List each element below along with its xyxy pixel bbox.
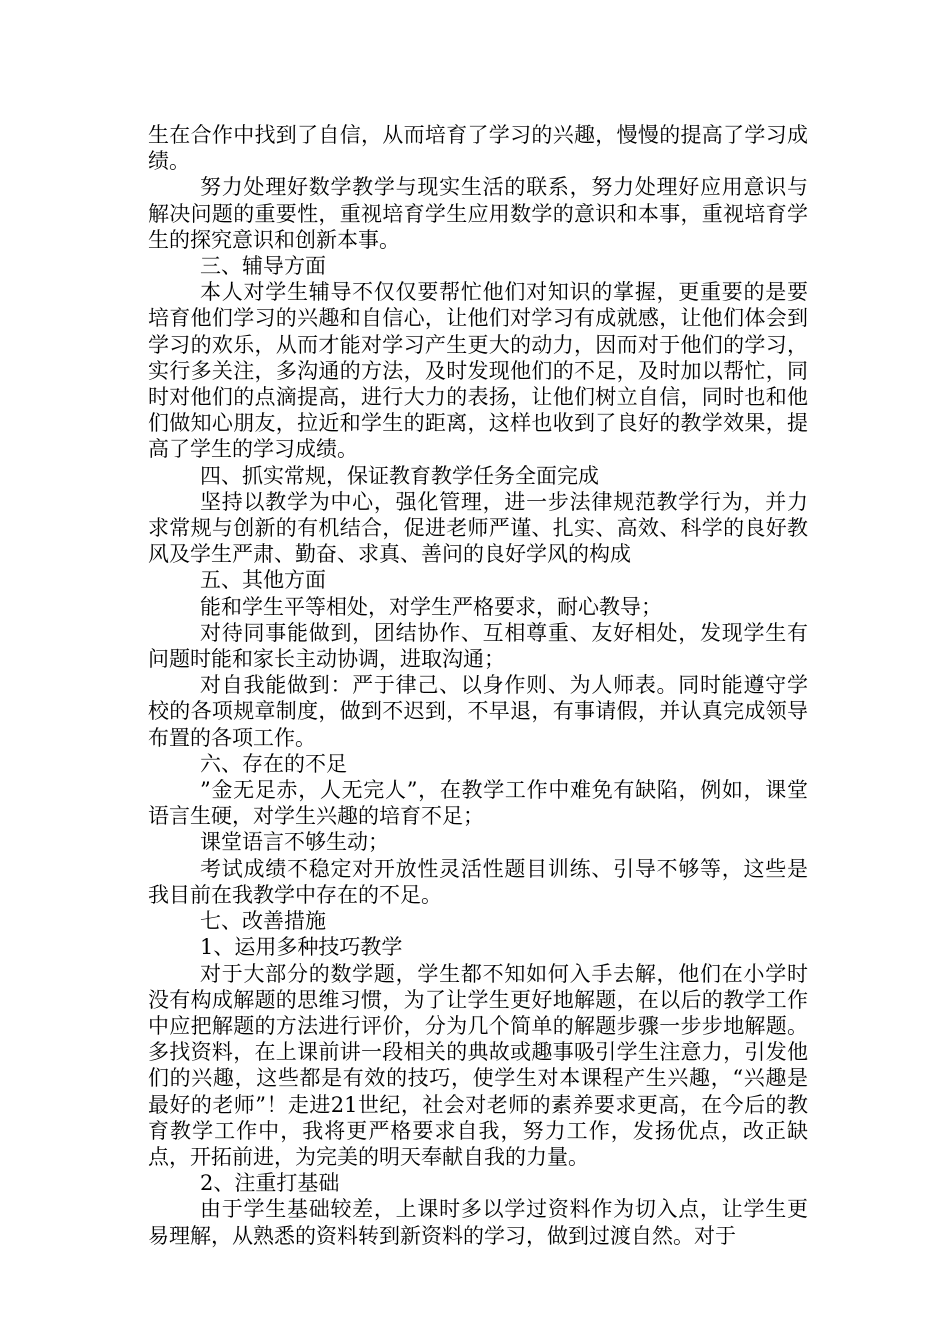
paragraph-4: 坚持以教学为中心，强化管理，进一步法律规范教学行为，并力求常规与创新的有机结合，促进老师严谨、扎实、高效、科学的良好教风及学生严肃、勤奋、求真、善问的良好学风的构成 <box>148 489 808 567</box>
section-heading-improvement: 七、改善措施 <box>200 909 326 934</box>
subheading-techniques: 1、运用多种技巧教学 <box>200 935 403 960</box>
paragraph-12: 由于学生基础较差，上课时多以学过资料作为切入点，让学生更易理解，从熟悉的资料转到新资料的学习，做到过渡自然。对于 <box>148 1197 808 1248</box>
document-page <box>148 122 808 1249</box>
paragraph-9: 课堂语言不够生动； <box>200 830 389 855</box>
paragraph-2: 努力处理好数学教学与现实生活的联系，努力处理好应用意识与解决问题的重要性，重视培育学生应用数学的意识和本事，重视培育学生的探究意识和创新本事。 <box>148 175 808 252</box>
section-heading-shortcomings: 六、存在的不足 <box>200 751 347 776</box>
paragraph-10: 考试成绩不稳定对开放性灵活性题目训练、引导不够等，这些是我目前在我教学中存在的不足。 <box>148 856 808 907</box>
paragraph-1: 生在合作中找到了自信，从而培育了学习的兴趣，慢慢的提高了学习成绩。 <box>148 123 808 174</box>
paragraph-3: 本人对学生辅导不仅仅要帮忙他们对知识的掌握，更重要的是要培育他们学习的兴趣和自信心，让他们对学习有成就感，让他们体会到学习的欢乐，从而才能对学习产生更大的动力，因而对于他们的学习，实行多关注，多沟通的方法，及时发现他们的不足，及时加以帮忙，同时对他们的点滴提高，进行大力的表扬，让他们树立自信，同时也和他们做知心朋友，拉近和学生的距离，这样也收到了良好的教学效果，提高了学生的学习成绩。 <box>148 280 808 462</box>
paragraph-5: 能和学生平等相处，对学生严格要求，耐心教导； <box>200 594 662 619</box>
paragraph-7: 对自我能做到：严于律己、以身作则、为人师表。同时能遵守学校的各项规章制度，做到不迟到，不早退，有事请假，并认真完成领导布置的各项工作。 <box>148 673 808 750</box>
section-heading-tutoring: 三、辅导方面 <box>200 254 326 279</box>
paragraph-11: 对于大部分的数学题，学生都不知如何入手去解，他们在小学时没有构成解题的思维习惯，为了让学生更好地解题，在以后的教学工作中应把解题的方法进行评价，分为几个简单的解题步骤一步步地解题。多找资料，在上课前讲一段相关的典故或趣事吸引学生注意力，引发他们的兴趣，这些都是有效的技巧，使学生对本课程产生兴趣，“兴趣是最好的老师”！走进21世纪，社会对老师的素养要求更高，在今后的教育教学工作中，我将更严格要求自我，努力工作，发扬优点，改正缺点，开拓前进，为完美的明天奉献自我的力量。 <box>148 961 808 1169</box>
subheading-foundation: 2、注重打基础 <box>200 1171 340 1196</box>
paragraph-6: 对待同事能做到，团结协作、互相尊重、友好相处，发现学生有问题时能和家长主动协调，进取沟通； <box>148 620 808 672</box>
section-heading-routine: 四、抓实常规，保证教育教学任务全面完成 <box>200 463 599 488</box>
section-heading-other: 五、其他方面 <box>200 568 326 593</box>
paragraph-8: ”金无足赤，人无完人”，在教学工作中难免有缺陷，例如，课堂语言生硬，对学生兴趣的培育不足； <box>148 778 808 829</box>
